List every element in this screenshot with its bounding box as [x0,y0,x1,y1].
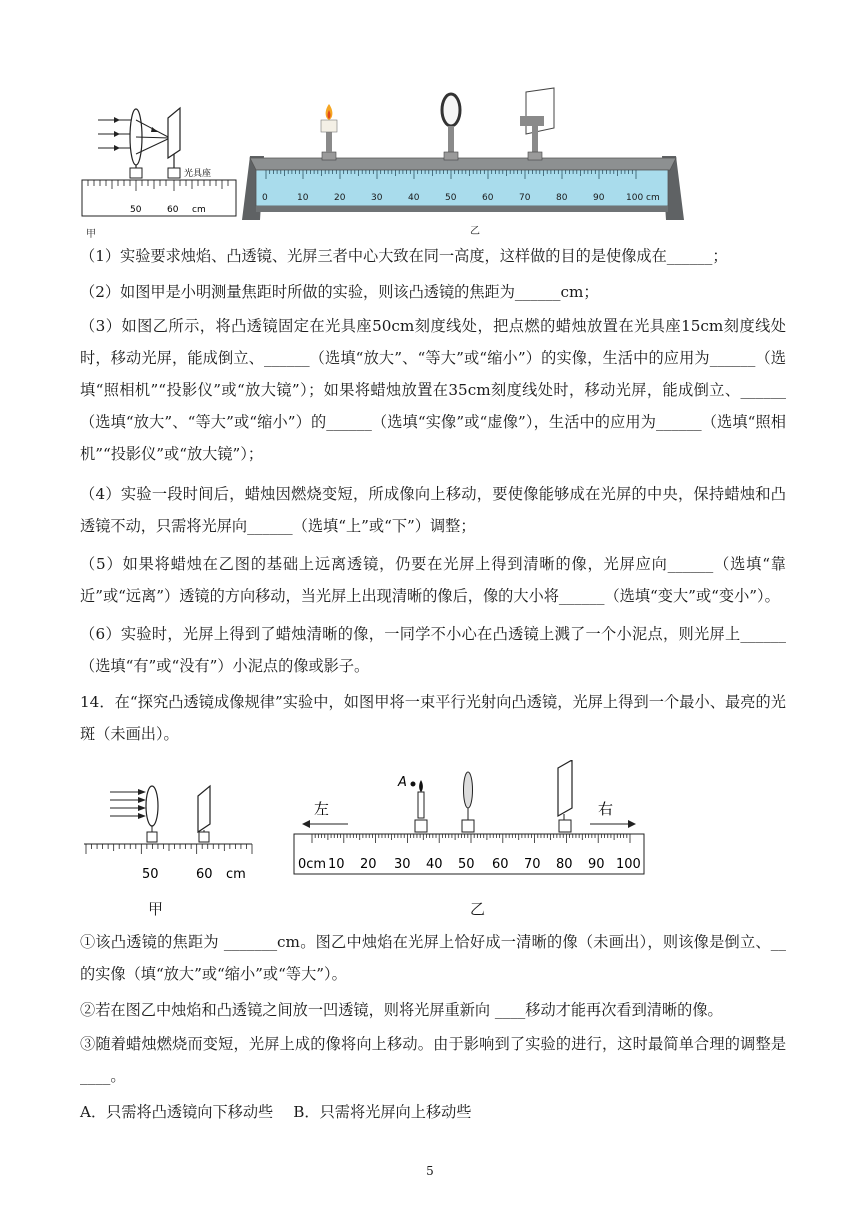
by-tick-40: 40 [426,857,443,872]
yi-tick-20: 20 [334,193,346,203]
yi-tick-50: 50 [445,193,457,203]
figure-bottom-yi [292,760,652,876]
bottom-jia-tick-60: 60 [196,867,213,882]
q14-part-3: ③随着蜡烛燃烧而变短，光屏上成的像将向上移动。由于影响到了实验的进行，这时最简单合理的调整是 ____。 [80,1035,786,1085]
by-tick-100: 100 [616,857,641,872]
jia-unit: cm [192,205,206,215]
figure-top-yi [238,86,688,234]
by-tick-10: 10 [328,857,345,872]
by-tick-90: 90 [588,857,605,872]
yi-tick-60: 60 [482,193,494,203]
bottom-jia-unit: cm [226,867,246,882]
yi-tick-70: 70 [519,193,531,203]
q13-part-4: （4）实验一段时间后，蜡烛因燃烧变短，所成像向上移动，要使像能够成在光屏的中央，保持蜡烛和凸透镜不动，只需将光屏向______（选填“上”或“下”）调整； [80,485,786,535]
screen [520,88,554,160]
bottom-screen [558,760,572,832]
yi-tick-10: 10 [297,193,309,203]
jia-tick-50: 50 [130,205,142,215]
by-tick-0: 0cm [298,857,327,872]
figure-top-jia-label: 甲 [86,229,96,240]
lens [442,94,460,160]
by-tick-70: 70 [524,857,541,872]
q14-part-2: ②若在图乙中烛焰和凸透镜之间放一凹透镜，则将光屏重新向 ____移动才能再次看到清晰的像。 [80,1001,723,1019]
left-label: 左 [314,800,330,818]
yi-tick-30: 30 [371,193,383,203]
figure-bottom-yi-label: 乙 [470,900,486,918]
yi-tick-40: 40 [408,193,420,203]
bottom-jia-tick-50: 50 [142,867,159,882]
jia-tick-60: 60 [167,205,179,215]
jia-seat-label: 光具座 [184,169,212,179]
by-tick-30: 30 [394,857,411,872]
right-label: 右 [598,800,614,818]
figure-top-yi-label: 乙 [470,226,480,237]
figure-bottom-jia-label: 甲 [148,900,164,918]
q14-part-1: ①该凸透镜的焦距为 _______cm。图乙中烛焰在光屏上恰好成一清晰的像（未画出），则该像是倒立、__的实像（填“放大”或“缩小”或“等大”）。 [80,933,786,983]
figure-bottom-jia [80,784,260,884]
point-a-label: A [398,775,407,790]
yi-tick-80: 80 [556,193,568,203]
by-tick-50: 50 [458,857,475,872]
q13-part-2: （2）如图甲是小明测量焦距时所做的实验，则该凸透镜的焦距为______cm； [80,283,599,301]
page-number: 5 [426,1164,434,1178]
yi-tick-0: 0 [262,193,268,203]
q13-part-3: （3）如图乙所示，将凸透镜固定在光具座50cm刻度线处，把点燃的蜡烛放置在光具座15cm刻度线处时，移动光屏，能成倒立、______（选填“放大”、“等大”或“缩小”）的实像，生活中的应用为______（选填“照相机”“投影仪”或“放大镜”）；如果将蜡烛放置在35cm刻度线处时，移动光屏，能成倒立、______（选填“放大”、“等大”或“缩小”）的______（选填“实像”或“虚像”），生活中的应用为______（选填“照相机”“投影仪”或“放大镜”）； [80,317,786,463]
bottom-lens [462,772,474,832]
yi-tick-100: 100 cm [626,193,660,203]
q13-part-6: （6）实验时，光屏上得到了蜡烛清晰的像，一同学不小心在凸透镜上溅了一个小泥点，则光屏上______（选填“有”或“没有”）小泥点的像或影子。 [80,625,786,675]
yi-tick-90: 90 [593,193,605,203]
q14-options: A．只需将凸透镜向下移动些 B．只需将光屏向上移动些 [80,1103,472,1121]
q13-part-1: （1）实验要求烛焰、凸透镜、光屏三者中心大致在同一高度，这样做的目的是使像成在______； [80,247,728,265]
q13-part-5: （5）如果将蜡烛在乙图的基础上远离透镜，仍要在光屏上得到清晰的像，光屏应向______（选填“靠近”或“远离”）透镜的方向移动，当光屏上出现清晰的像后，像的大小将______（选填“变大”或“变小”）。 [80,555,786,605]
figure-top-jia [80,92,240,232]
by-tick-60: 60 [492,857,509,872]
q14-intro: 14．在“探究凸透镜成像规律”实验中，如图甲将一束平行光射向凸透镜，光屏上得到一个最小、最亮的光斑（未画出）。 [80,693,786,743]
by-tick-20: 20 [360,857,377,872]
bottom-candle [415,780,427,832]
candle [321,104,337,160]
by-tick-80: 80 [556,857,573,872]
